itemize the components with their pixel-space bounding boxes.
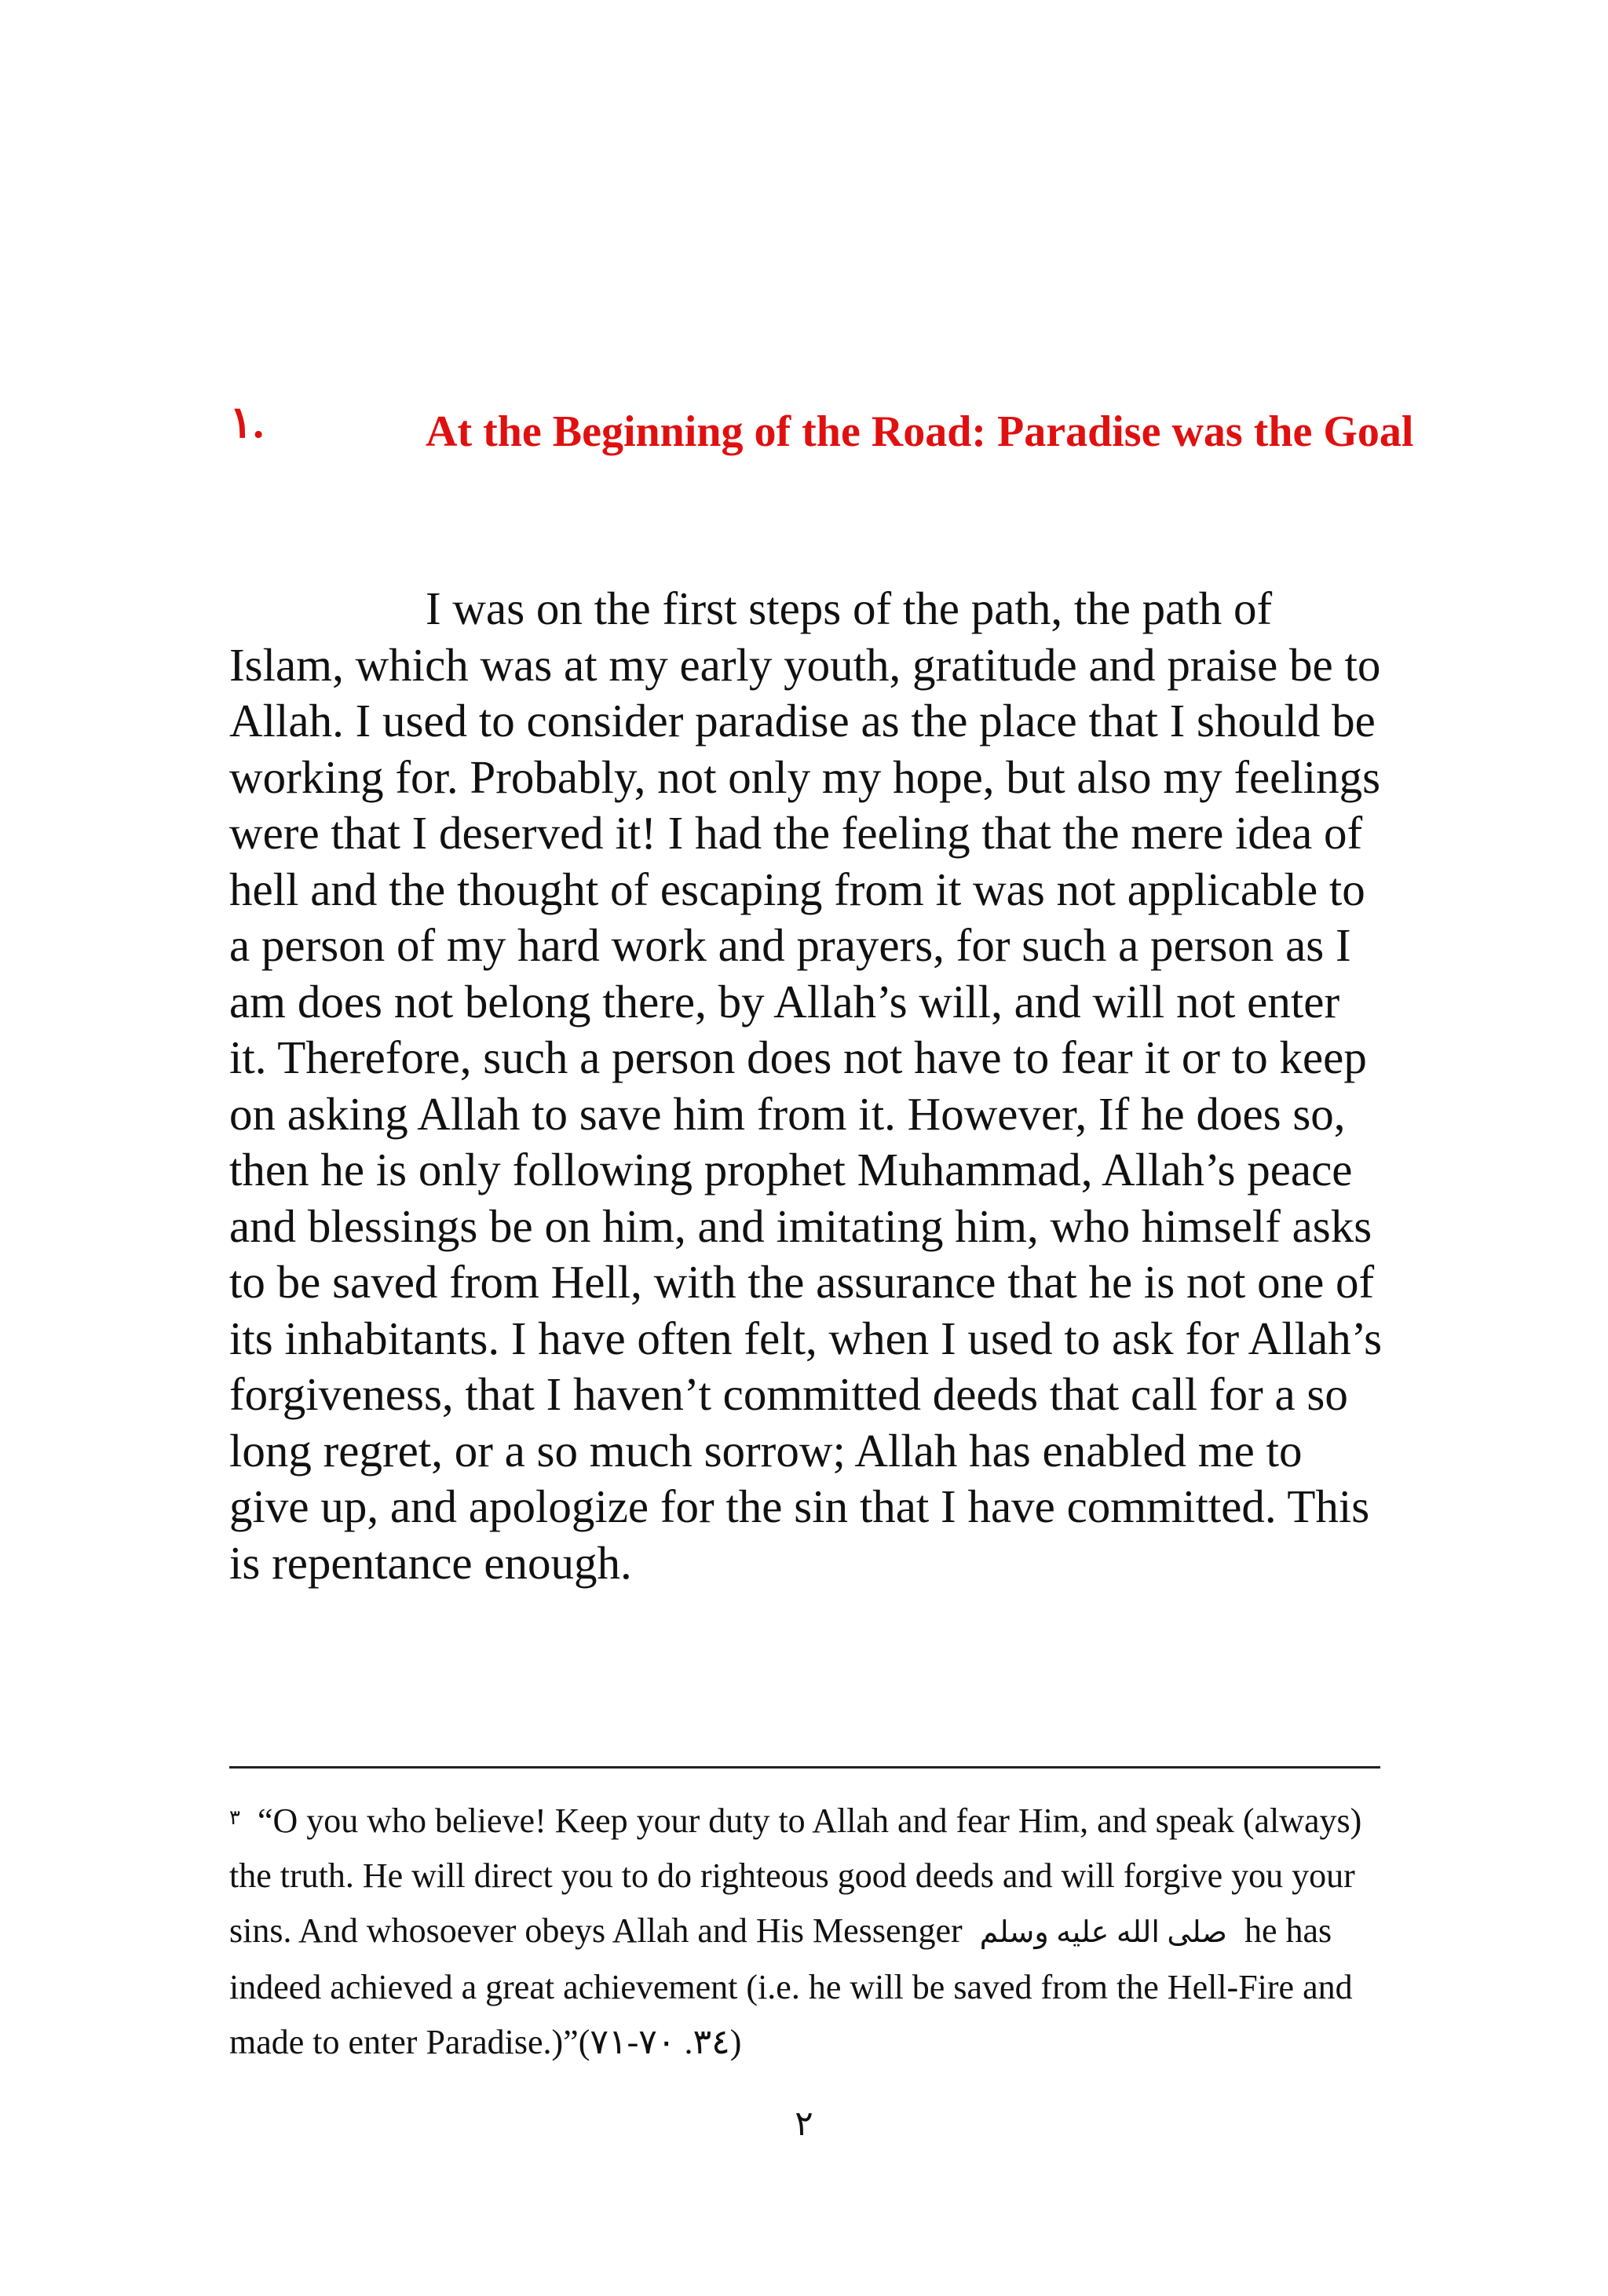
footnote-marker: ٣ [229,1806,240,1829]
footnote-text-part2: he has indeed achieved a great achievement (i.e. he will be saved from the Hell-Fire and made to enter Paradise.)” [229,1911,1353,2061]
footnote-text-part1: “O you who believe! Keep your duty to Allah and fear Him, and speak (always) the truth. He will direct you to do righteous good deeds and will forgive you your sins. And whosoever obeys Allah and His Messenger [229,1801,1362,1950]
page-number: ٢ [795,2104,813,2143]
body-paragraph: I was on the first steps of the path, the path of Islam, which was at my early youth, gratitude and praise be to Allah. I used to consider paradise as the place that I should be working for. Probably, not only my hope, but also my feelings were that I deserved it! I had the feeling that the mere idea of hell and the thought of escaping from it was not applicable to a person of my hard work and prayers, for such a person as I am does not belong there, by Allah’s will, and will not enter it. Therefore, such a person does not have to fear it or to keep on asking Allah to save him from it. However, If he does so, then he is only following prophet Muhammad, Allah’s peace and blessings be on him, and imitating him, who himself asks to be saved from Hell, with the assurance that he is not one of its inhabitants. I have often felt, when I used to ask for Allah’s forgiveness, that I haven’t committed deeds that call for a so long regret, or a so much sorrow; Allah has enabled me to give up, and apologize for the sin that I have committed. This is repentance enough. [229,582,1383,1589]
footnote-divider [229,1766,1380,1769]
footnote-honorific: صلى الله عليه وسلم [979,1916,1227,1949]
footnote-reference: (٣٤. ٧٠-٧١) [578,2023,742,2061]
footnote [229,1794,1383,2070]
chapter-number: ١. [229,399,265,447]
chapter-title: At the Beginning of the Road: Paradise was the Goal [426,407,1414,456]
